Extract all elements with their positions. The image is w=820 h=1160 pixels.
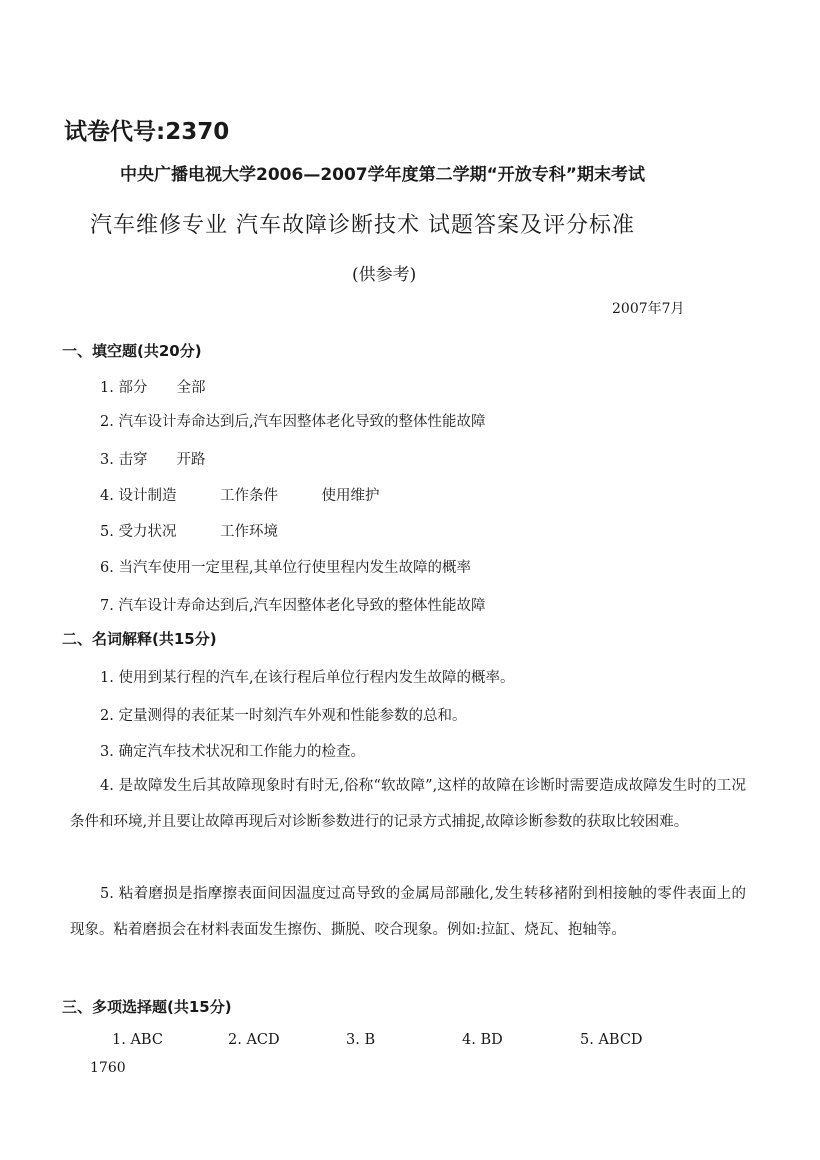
fill-blank-answer-7: 7. 汽车设计寿命达到后,汽车因整体老化导致的整体性能故障 <box>100 598 486 614</box>
multiple-choice-answer-1: 1. ABC <box>112 1032 163 1048</box>
section-heading-fill-blank: 一、填空题(共20分) <box>62 342 202 360</box>
page-number: 1760 <box>90 1060 126 1076</box>
subject-title: 汽车维修专业 汽车故障诊断技术 试题答案及评分标准 <box>90 213 635 238</box>
term-definition-answer-2: 2. 定量测得的表征某一时刻汽车外观和性能参数的总和。 <box>100 708 467 724</box>
term-definition-answer-3: 3. 确定汽车技术状况和工作能力的检查。 <box>100 744 365 760</box>
term-definition-answer-5: 5. 粘着磨损是指摩擦表面间因温度过高导致的金属局部融化,发生转移褚附到相接触的零件表面上的现象。粘着磨损会在材料表面发生擦伤、撕脱、咬合现象。例如:拉缸、烧瓦、抱轴等。 <box>70 886 746 938</box>
section-heading-multiple-choice: 三、多项选择题(共15分) <box>62 998 232 1016</box>
fill-blank-answer-5: 5. 受力状况 工作环境 <box>100 524 278 540</box>
date: 2007年7月 <box>612 301 685 317</box>
term-definition-answer-1: 1. 使用到某行程的汽车,在该行程后单位行程内发生故障的概率。 <box>100 670 515 686</box>
fill-blank-answer-6: 6. 当汽车使用一定里程,其单位行使里程内发生故障的概率 <box>100 560 472 576</box>
fill-blank-answer-1: 1. 部分 全部 <box>100 380 206 396</box>
section-heading-term-definitions: 二、名词解释(共15分) <box>62 630 217 648</box>
multiple-choice-answer-5: 5. ABCD <box>580 1032 643 1048</box>
multiple-choice-answer-2: 2. ACD <box>228 1032 280 1048</box>
multiple-choice-answer-4: 4. BD <box>462 1032 503 1048</box>
exam-title: 中央广播电视大学2006—2007学年度第二学期“开放专科”期末考试 <box>120 165 645 185</box>
fill-blank-answer-2: 2. 汽车设计寿命达到后,汽车因整体老化导致的整体性能故障 <box>100 414 486 430</box>
reference-note: (供参考) <box>352 265 417 285</box>
term-definition-answer-4: 4. 是故障发生后其故障现象时有时无,俗称“软故障”,这样的故障在诊断时需要造成故障发生时的工况条件和环境,并且要让故障再现后对诊断参数进行的记录方式捕捉,故障诊断参数的获取比较困难。 <box>70 778 746 830</box>
fill-blank-answer-4: 4. 设计制造 工作条件 使用维护 <box>100 488 380 504</box>
multiple-choice-answer-3: 3. B <box>346 1032 376 1048</box>
paper-code: 试卷代号:2370 <box>64 119 230 145</box>
fill-blank-answer-3: 3. 击穿 开路 <box>100 452 206 468</box>
